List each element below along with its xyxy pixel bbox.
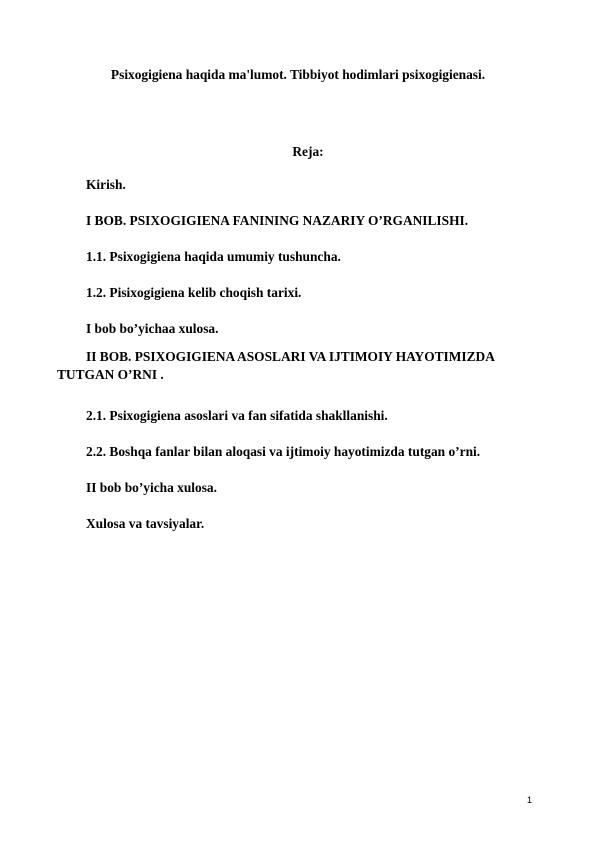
toc-item-chapter-2: II BOB. PSIXOGIGIENA ASOSLARI VA IJTIMOIY HAYOTIMIZDA TUTGAN O’RNI . [57, 349, 495, 382]
toc-item-conclusion: Xulosa va tavsiyalar. [86, 516, 205, 531]
toc-item-section-1-1: 1.1. Psixogigiena haqida umumiy tushuncha. [86, 249, 341, 264]
plan-heading: Reja: [292, 144, 324, 159]
toc-item-section-1-2: 1.2. Pisixogigiena kelib choqish tarixi. [86, 285, 302, 300]
toc-item-chapter-1: I BOB. PSIXOGIGIENA FANINING NAZARIY O’RGANILISHI. [86, 213, 469, 228]
toc-item-chapter-2-conclusion: II bob bo’yicha xulosa. [86, 480, 217, 495]
toc-item-section-2-2: 2.2. Boshqa fanlar bilan aloqasi va ijtimoiy hayotimizda tutgan o’rni. [86, 444, 481, 459]
page-number: 1 [527, 795, 533, 805]
toc-item-introduction: Kirish. [86, 177, 126, 192]
document-title: Psixogigiena haqida ma'lumot. Tibbiyot hodimlari psixogigienasi. [110, 67, 486, 82]
toc-item-section-2-1: 2.1. Psixogigiena asoslari va fan sifatida shakllanishi. [86, 408, 388, 423]
toc-item-chapter-1-conclusion: I bob bo’yichaa xulosa. [86, 321, 219, 336]
